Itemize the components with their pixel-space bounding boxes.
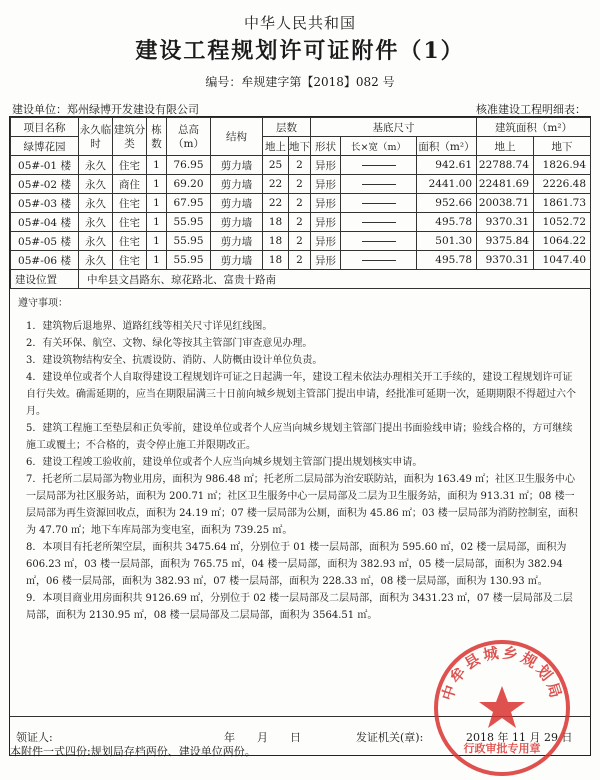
row-height: 55.95 <box>167 213 211 232</box>
footer-note: 本附件一式四份:规划局存档两份、建设单位两份。 <box>10 745 256 758</box>
row-dimensions <box>341 194 417 213</box>
row-height: 55.95 <box>167 232 211 251</box>
issue-date: 2018 年 11 月 29 日 <box>466 731 573 744</box>
hdr-lw: 长×宽（m） <box>341 137 417 156</box>
row-dimensions <box>341 175 417 194</box>
hdr-below: 地下 <box>289 137 311 156</box>
project-name: 绿博花园 <box>11 137 79 156</box>
row-permanent: 永久 <box>79 175 113 194</box>
row-floors-below: 2 <box>289 175 311 194</box>
row-floors-below: 2 <box>289 194 311 213</box>
row-gfa-above: 9370.31 <box>477 251 534 270</box>
hdr-structure: 结构 <box>211 118 263 156</box>
row-structure: 剪力墙 <box>211 194 263 213</box>
row-gfa-below: 1861.73 <box>534 194 591 213</box>
hdr-category: 建筑分类 <box>113 118 147 156</box>
hdr-count: 栋数 <box>147 118 167 156</box>
row-floors-below: 2 <box>289 213 311 232</box>
row-gfa-above: 22788.74 <box>477 156 534 175</box>
row-category: 住宅 <box>113 156 147 175</box>
location-value: 中牟县文昌路东、琼花路北、富贵十路南 <box>79 270 591 289</box>
receiver-label: 领证人: <box>16 731 53 744</box>
row-dimensions <box>341 156 417 175</box>
note-item: 5．建筑工程施工至垫层和正负零前，建设单位或者个人应当向城乡规划主管部门提出书面验线申请；验线合格的，方可继续施工或覆土；不合格的，责令停止施工并限期改正。 <box>26 423 573 451</box>
row-permanent: 永久 <box>79 194 113 213</box>
note-item: 8．本项目有托老所架空层，面积共 3475.64 ㎡，分别位于 01 楼一层局部，面积为 595.60 ㎡，02 楼一层局部，面积为 606.23 ㎡，03 楼一层局部，面积为 765.75 ㎡，04 楼一层局部，面积为 382.93 ㎡，05 楼一层局部，面积为 382.94 ㎡，06 楼一层局部，面积为 382.93 ㎡，07 楼一层局部，面积为 228.33 ㎡，08 楼一层局部，面积为 130.93 ㎡。 <box>26 542 567 587</box>
hdr-base: 基底尺寸 <box>311 118 477 137</box>
row-shape: 异形 <box>311 175 341 194</box>
row-permanent: 永久 <box>79 232 113 251</box>
row-structure: 剪力墙 <box>211 232 263 251</box>
authority-heading: 中华人民共和国 <box>243 14 356 32</box>
row-height: 67.95 <box>167 194 211 213</box>
note-item: 4．建设单位或者个人自取得建设工程规划许可证之日起满一年，建设工程未依法办理相关开工手续的，建设工程规划许可证自行失效。确需延期的，应当在期限届满三十日前向城乡规划主管部门提出申请，经批准可延期一次，延期期限不得超过六个月。 <box>26 372 576 417</box>
row-count: 1 <box>147 232 167 251</box>
note-item: 3．建设筑物结构安全、抗震设防、消防、人防概由设计单位负责。 <box>26 355 323 366</box>
hdr-floors: 层数 <box>263 118 311 137</box>
row-count: 1 <box>147 175 167 194</box>
note-item: 1．建筑物后退地界、道路红线等相关尺寸详见红线图。 <box>26 321 273 332</box>
row-gfa-below: 2226.48 <box>534 175 591 194</box>
row-name: 05#-02 楼 <box>11 175 79 194</box>
row-shape: 异形 <box>311 232 341 251</box>
row-floors-above: 22 <box>263 175 289 194</box>
row-area: 2441.00 <box>417 175 477 194</box>
row-name: 05#-05 楼 <box>11 232 79 251</box>
notes-title: 遵守事项： <box>18 298 68 309</box>
row-structure: 剪力墙 <box>211 213 263 232</box>
row-floors-above: 18 <box>263 232 289 251</box>
row-category: 住宅 <box>113 232 147 251</box>
table-row <box>11 194 591 213</box>
row-height: 55.95 <box>167 251 211 270</box>
row-area: 495.78 <box>417 213 477 232</box>
month-label: 月 <box>257 731 268 744</box>
row-gfa-above: 9370.31 <box>477 213 534 232</box>
row-height: 76.95 <box>167 156 211 175</box>
row-name: 05#-01 楼 <box>11 156 79 175</box>
row-structure: 剪力墙 <box>211 175 263 194</box>
hdr-above: 地上 <box>263 137 289 156</box>
hdr-gfa-above: 地上 <box>477 137 534 156</box>
hdr-permanent: 永久临时 <box>79 118 113 156</box>
row-gfa-above: 22481.69 <box>477 175 534 194</box>
row-name: 05#-06 楼 <box>11 251 79 270</box>
row-height: 69.20 <box>167 175 211 194</box>
row-permanent: 永久 <box>79 156 113 175</box>
project-table <box>10 117 591 289</box>
seal-bottom-text: 行政审批专用章 <box>463 742 541 755</box>
row-dimensions <box>341 232 417 251</box>
row-floors-above: 18 <box>263 213 289 232</box>
seal-star <box>479 686 525 728</box>
row-area: 942.61 <box>417 156 477 175</box>
row-structure: 剪力墙 <box>211 251 263 270</box>
row-area: 952.66 <box>417 194 477 213</box>
table-row <box>11 213 591 232</box>
hdr-shape: 形状 <box>311 137 341 156</box>
document-title: 建设工程规划许可证附件（1） <box>135 38 465 64</box>
row-dimensions <box>341 251 417 270</box>
location-label: 建设位置 <box>11 270 79 289</box>
note-item: 6．建设工程竣工验收前，建设单位或者个人应当向城乡规划主管部门提出规划核实申请。 <box>26 457 423 468</box>
issuer-label: 发证机关(章): <box>356 731 424 744</box>
row-gfa-below: 1064.22 <box>534 232 591 251</box>
row-count: 1 <box>147 194 167 213</box>
construction-unit: 建设单位：郑州绿博开发建设有限公司 <box>12 103 199 116</box>
row-floors-above: 22 <box>263 194 289 213</box>
official-seal-icon <box>430 636 574 780</box>
year-label: 年 <box>224 731 235 744</box>
row-shape: 异形 <box>311 194 341 213</box>
row-category: 住宅 <box>113 194 147 213</box>
row-gfa-above: 9375.84 <box>477 232 534 251</box>
row-shape: 异形 <box>311 156 341 175</box>
table-row <box>11 251 591 270</box>
row-gfa-below: 1052.72 <box>534 213 591 232</box>
row-area: 495.78 <box>417 251 477 270</box>
notes-section <box>10 289 590 624</box>
row-count: 1 <box>147 156 167 175</box>
note-item: 2．有关环保、航空、文物、绿化等按其主管部门审查意见办理。 <box>26 338 313 349</box>
seal-ring-text: 中牟县城乡规划局 <box>438 643 566 703</box>
note-item: 9．本项目商业用房面积共 9126.69 ㎡，分别位于 02 楼一层局部及二层局部，面积为 3431.23 ㎡，07 楼一层局部及二层局部，面积为 2130.95 ㎡，08 楼一层局部及二层局部，面积为 3564.51 ㎡。 <box>26 593 573 621</box>
table-caption: 核准建设工程明细表： <box>476 103 586 116</box>
row-count: 1 <box>147 251 167 270</box>
note-item: 7．托老所二层局部为物业用房，面积为 986.48 ㎡；托老所二层局部为治安联防站，面积为 163.49 ㎡；社区卫生服务中心一层局部为社区服务站，面积为 200.71 ㎡；社区卫生服务中心一层局部及二层为卫生服务站，面积为 913.31 ㎡；08 楼一层局部为再生资源回收点，面积为 24.19 ㎡；07 楼一层局部为公厕，面积为 45.86 ㎡；03 楼一层局部为消防控制室，面积为 47.70 ㎡；地下车库局部为变电室，面积为 739.25 ㎡。 <box>26 474 578 536</box>
row-dimensions <box>341 213 417 232</box>
hdr-gfa-below: 地下 <box>534 137 591 156</box>
row-area: 501.30 <box>417 232 477 251</box>
hdr-height: 总高（m） <box>167 118 211 156</box>
hdr-project: 项目名称 <box>11 118 79 137</box>
table-row <box>11 232 591 251</box>
row-name: 05#-04 楼 <box>11 213 79 232</box>
row-permanent: 永久 <box>79 213 113 232</box>
row-shape: 异形 <box>311 213 341 232</box>
day-label: 日 <box>290 731 301 744</box>
row-gfa-above: 20038.71 <box>477 194 534 213</box>
row-structure: 剪力墙 <box>211 156 263 175</box>
permit-number: 编号：牟规建字第【2018】082 号 <box>205 75 395 89</box>
row-category: 住宅 <box>113 213 147 232</box>
row-category: 住宅 <box>113 251 147 270</box>
table-row <box>11 175 591 194</box>
row-floors-above: 25 <box>263 156 289 175</box>
row-shape: 异形 <box>311 251 341 270</box>
row-category: 商住 <box>113 175 147 194</box>
row-floors-below: 2 <box>289 232 311 251</box>
row-floors-below: 2 <box>289 156 311 175</box>
row-name: 05#-03 楼 <box>11 194 79 213</box>
table-row <box>11 156 591 175</box>
row-floors-below: 2 <box>289 251 311 270</box>
row-gfa-below: 1047.40 <box>534 251 591 270</box>
row-floors-above: 18 <box>263 251 289 270</box>
hdr-area: 面积（m²） <box>417 137 477 156</box>
hdr-gfa: 建筑面积（m²） <box>477 118 591 137</box>
row-count: 1 <box>147 213 167 232</box>
row-gfa-below: 1826.94 <box>534 156 591 175</box>
row-permanent: 永久 <box>79 251 113 270</box>
